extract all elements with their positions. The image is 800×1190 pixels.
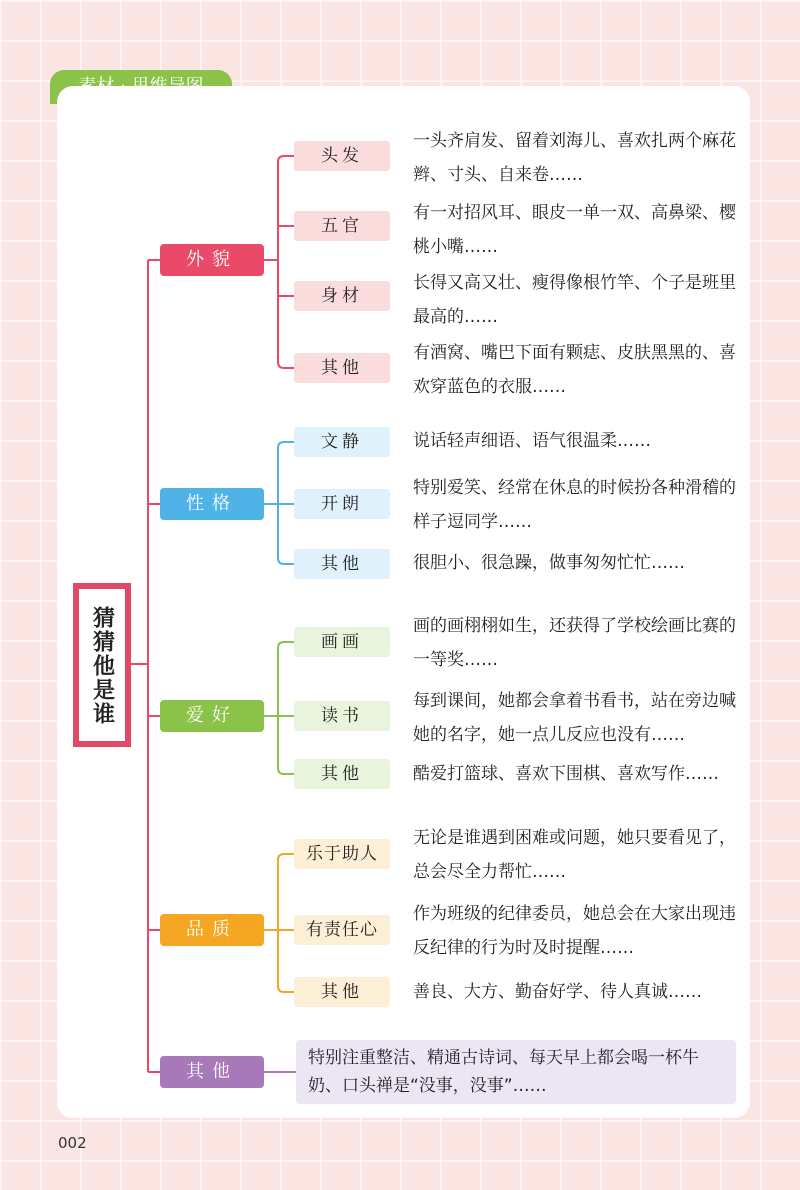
category-other: 其他 [160, 1056, 264, 1088]
sub-personality-other: 其他 [294, 549, 390, 579]
sub-hobby-other: 其他 [294, 759, 390, 789]
desc-drawing: 画的画栩栩如生，还获得了学校绘画比赛的一等奖…… [413, 616, 736, 670]
desc-helpful: 无论是谁遇到困难或问题，她只要看见了，总会尽全力帮忙…… [413, 828, 736, 882]
page-number: 002 [58, 1134, 87, 1152]
sub-cheerful: 开朗 [294, 489, 390, 519]
desc-reading: 每到课间，她都会拿着书看书，站在旁边喊她的名字，她一点儿反应也没有…… [413, 691, 736, 745]
sub-helpful: 乐于助人 [294, 839, 390, 869]
other-description-box [296, 1040, 736, 1104]
desc-responsible: 作为班级的纪律委员，她总会在大家出现违反纪律的行为时及时提醒…… [413, 904, 736, 958]
desc-other: 特别注重整洁、精通古诗词、每天早上都会喝一杯牛奶、口头禅是“没事，没事”…… [308, 1048, 699, 1096]
category-hobby: 爱好 [160, 700, 264, 732]
sub-quiet: 文静 [294, 427, 390, 457]
sub-hair: 头发 [294, 141, 390, 171]
category-personality: 性格 [160, 488, 264, 520]
sub-quality-other: 其他 [294, 977, 390, 1007]
root-node [73, 585, 131, 745]
sub-reading: 读书 [294, 701, 390, 731]
desc-cheerful: 特别爱笑、经常在休息的时候扮各种滑稽的样子逗同学…… [413, 478, 736, 532]
sub-appearance-other: 其他 [294, 353, 390, 383]
desc-personality-other: 很胆小、很急躁，做事匆匆忙忙…… [413, 553, 685, 573]
category-quality: 品质 [160, 914, 264, 946]
sub-drawing: 画画 [294, 627, 390, 657]
category-appearance: 外貌 [160, 244, 264, 276]
desc-hobby-other: 酷爱打篮球、喜欢下围棋、喜欢写作…… [413, 764, 719, 784]
desc-hair: 一头齐肩发、留着刘海儿、喜欢扎两个麻花辫、寸头、自来卷…… [413, 131, 736, 185]
sub-responsible: 有责任心 [294, 915, 390, 945]
sub-figure: 身材 [294, 281, 390, 311]
desc-figure: 长得又高又壮、瘦得像根竹竿、个子是班里最高的…… [413, 273, 736, 327]
sub-facial-features: 五官 [294, 211, 390, 241]
desc-appearance-other: 有酒窝、嘴巴下面有颗痣、皮肤黑黑的、喜欢穿蓝色的衣服…… [413, 343, 736, 397]
desc-facial-features: 有一对招风耳、眼皮一单一双、高鼻梁、樱桃小嘴…… [413, 203, 736, 257]
desc-quiet: 说话轻声细语、语气很温柔…… [413, 431, 651, 451]
root-title: 猜猜他是谁 [89, 606, 115, 726]
desc-quality-other: 善良、大方、勤奋好学、待人真诚…… [413, 982, 702, 1002]
